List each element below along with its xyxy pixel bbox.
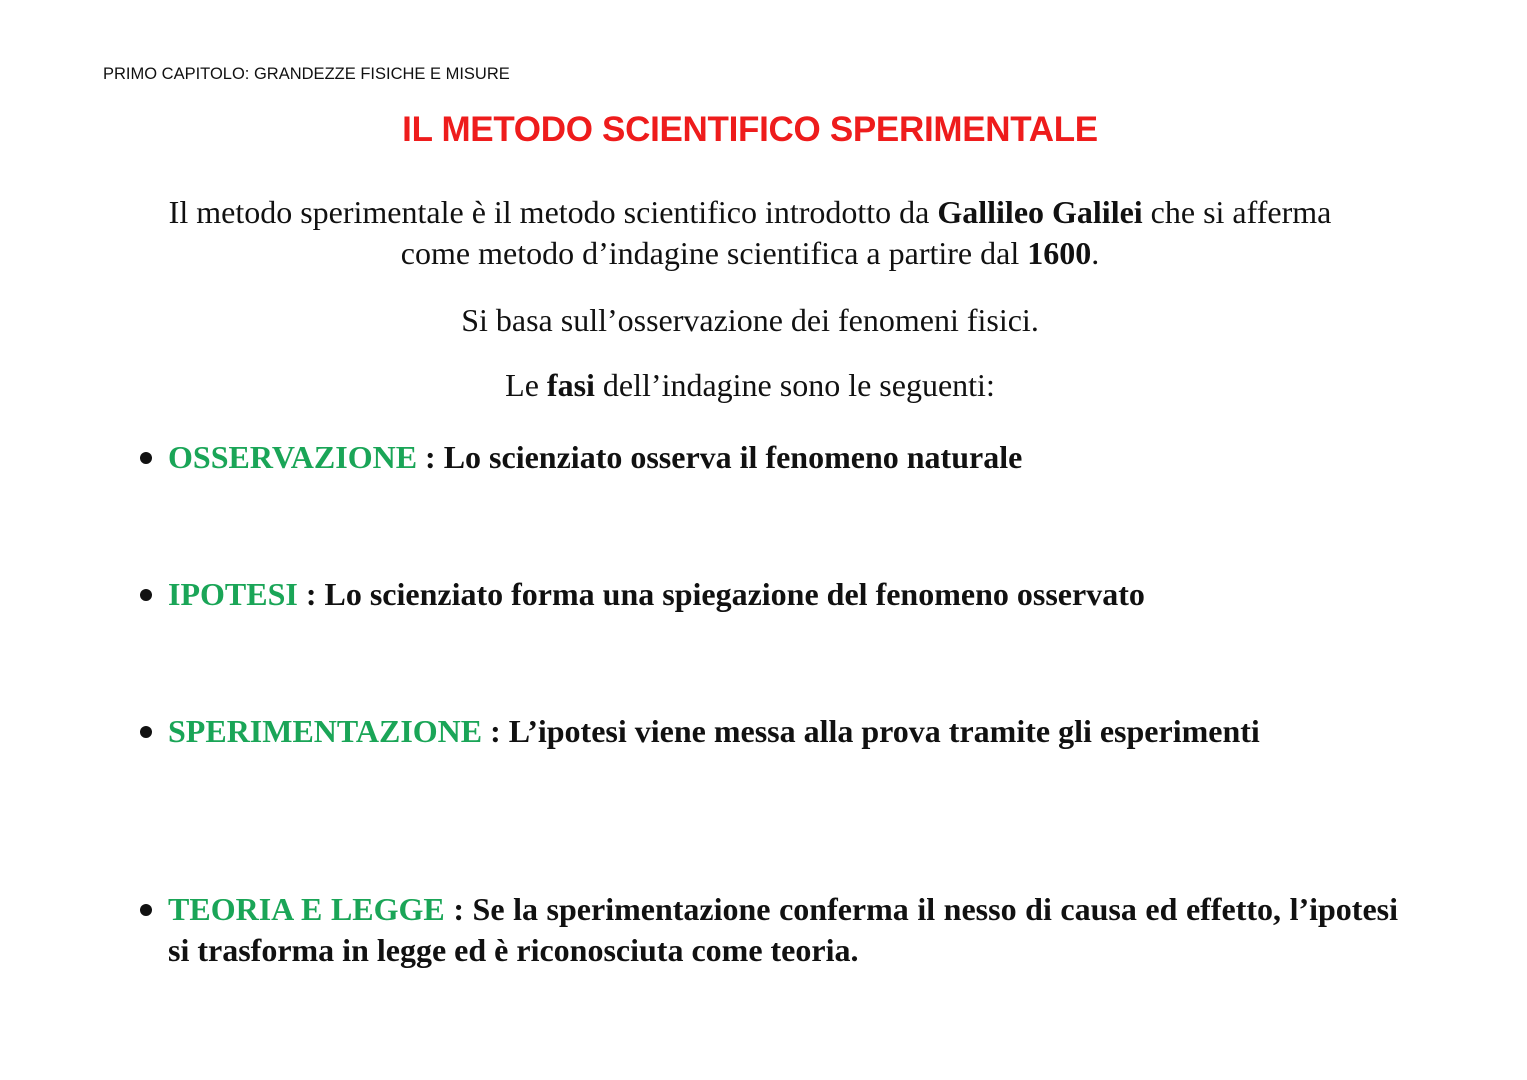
page-title: IL METODO SCIENTIFICO SPERIMENTALE [402,110,1098,149]
bullet-icon [140,452,152,464]
bullet-icon [140,904,152,916]
phase-term: IPOTESI [168,576,298,612]
text: . [1091,235,1100,271]
phases-intro [100,365,1400,406]
bullet-icon [140,726,152,738]
text: che si afferma come metodo d’indagine scientifica a partire dal [400,194,1332,271]
bullet-icon [140,589,152,601]
basis-paragraph: Si basa sull’osservazione dei fenomeni fisici. [461,302,1039,338]
phase-term: TEORIA E LEGGE [168,891,445,927]
text: Le [505,367,547,403]
phase-desc: : L’ipotesi viene messa alla prova tramite gli esperimenti [482,713,1260,749]
intro-paragraph [100,192,1400,274]
phase-item [136,574,1398,615]
galilei-name: Gallileo Galilei [937,194,1143,230]
phase-item [136,711,1398,752]
phase-desc: : Lo scienziato osserva il fenomeno naturale [417,439,1023,475]
text-bold: fasi [546,367,595,403]
phase-desc: : Se la sperimentazione conferma il nesso di causa ed effetto, l’ipotesi si trasforma in legge ed è riconosciuta come teoria. [168,891,1399,968]
phase-item [136,437,1398,478]
phase-desc: : Lo scienziato forma una spiegazione del fenomeno osservato [297,576,1145,612]
text: Il metodo sperimentale è il metodo scientifico introdotto da [168,194,938,230]
phase-item [136,889,1398,971]
phase-term: OSSERVAZIONE [168,439,418,475]
phase-term: SPERIMENTAZIONE [168,713,483,749]
year: 1600 [1027,235,1092,271]
text: dell’indagine sono le seguenti: [594,367,995,403]
page-header: PRIMO CAPITOLO: GRANDEZZE FISICHE E MISURE [103,65,510,83]
